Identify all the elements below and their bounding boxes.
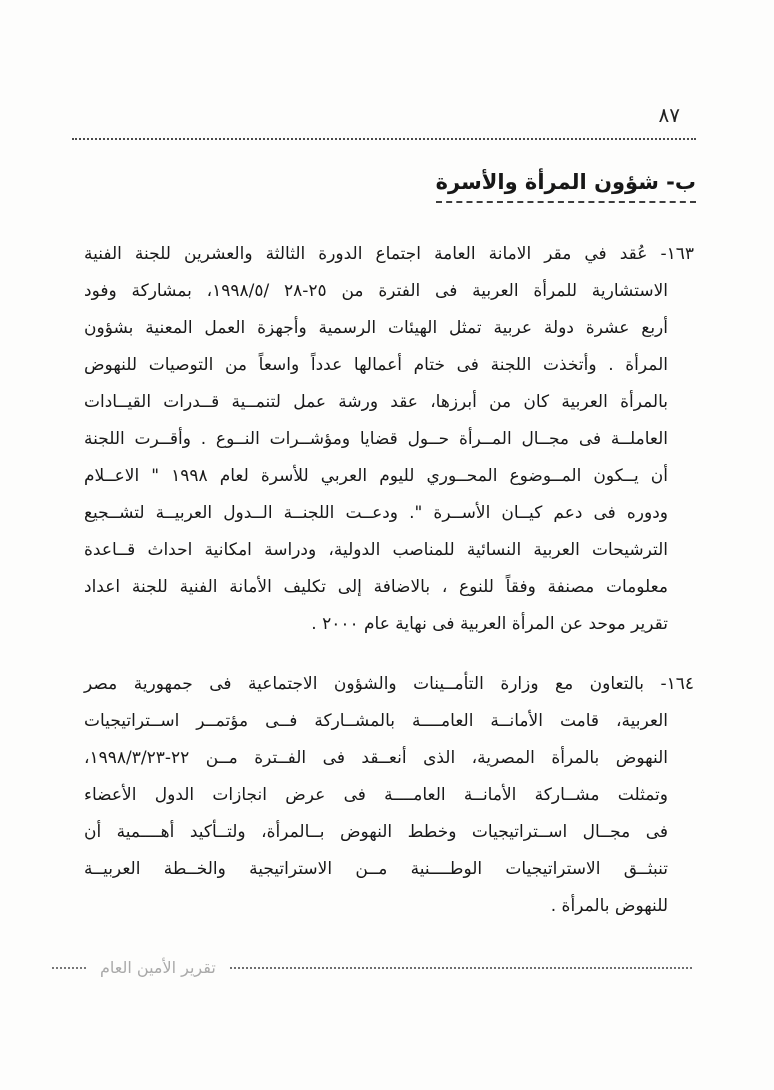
text-line: المرأة . وأتخذت اللجنة فى ختام أعمالها عدداً واسعاً من التوصيات للنهوض [84, 355, 668, 375]
footer-rule [230, 967, 692, 969]
text-line: النهوض بالمرأة المصرية، الذى أنعــقد فى الفــترة مــن ٢٢-١٩٩٨/٣/٢٣، [84, 748, 668, 768]
text-line: العربية، قامت الأمانــة العامــــة بالمشــاركة فــى مؤتمــر اســتراتيجيات [84, 711, 668, 731]
text-line [84, 236, 694, 273]
text-line: أن يــكون المــوضوع المحــوري لليوم العربي للأسرة لعام ١٩٩٨ " الاعــلام [84, 466, 668, 486]
text-line-content: عُقد في مقر الامانة العامة اجتماع الدورة الثالثة والعشرين للجنة الفنية [84, 244, 648, 264]
paragraph-163 [84, 236, 694, 643]
text-line: أربع عشرة دولة عربية تمثل الهيئات الرسمية وأجهزة العمل المعنية بشؤون [84, 318, 668, 338]
text-line: بالمرأة العربية كان من أبرزها، عقد ورشة عمل لتنمــية قــدرات القيــادات [84, 392, 668, 412]
section-heading: ب- شؤون المرأة والأسرة [436, 170, 696, 203]
text-line: الاستشارية للمرأة العربية فى الفترة من ٢٥-٢٨ /١٩٩٨/٥، بمشاركة وفود [84, 281, 669, 301]
text-line: تقرير موحد عن المرأة العربية فى نهاية عام ٢٠٠٠ . [311, 614, 668, 634]
paragraph-number: ١٦٤- [660, 674, 695, 694]
footer-note: تقرير الأمين العام [100, 958, 216, 977]
paragraph-164 [84, 666, 694, 925]
paragraph-number: ١٦٣- [660, 244, 695, 264]
text-line: تنبثــق الاستراتيجيات الوطــــنية مــن الاستراتيجية والخــطة العربيــة [84, 859, 668, 879]
page-footer [52, 958, 692, 977]
text-line-content: بالتعاون مع وزارة التأمــينات والشؤون الاجتماعية فى جمهورية مصر [84, 674, 644, 694]
text-line [84, 666, 694, 703]
text-line: وتمثلت مشــاركة الأمانــة العامــــة فى عرض انجازات الدول الأعضاء [84, 785, 668, 805]
text-line: للنهوض بالمرأة . [550, 896, 668, 916]
page-number: ٨٧ [658, 103, 680, 127]
text-line: العاملــة فى مجــال المــرأة حــول قضايا ومؤشــرات النــوع . وأقــرت اللجنة [84, 429, 668, 449]
text-line: الترشيحات العربية النسائية للمناصب الدولية، ودراسة امكانية احداث قــاعدة [84, 540, 668, 560]
footer-rule-end [52, 967, 86, 969]
text-line: ودوره فى دعم كيــان الأســرة ". ودعــت اللجنــة الــدول العربيــة لتشــجيع [84, 503, 668, 523]
header-rule [72, 138, 696, 140]
text-line: فى مجــال اســتراتيجيات وخطط النهوض بــالمرأة، ولتــأكيد أهــــمية أن [84, 822, 668, 842]
text-line: معلومات مصنفة وفقاً للنوع ، بالاضافة إلى تكليف الأمانة الفنية للجنة اعداد [84, 577, 668, 597]
